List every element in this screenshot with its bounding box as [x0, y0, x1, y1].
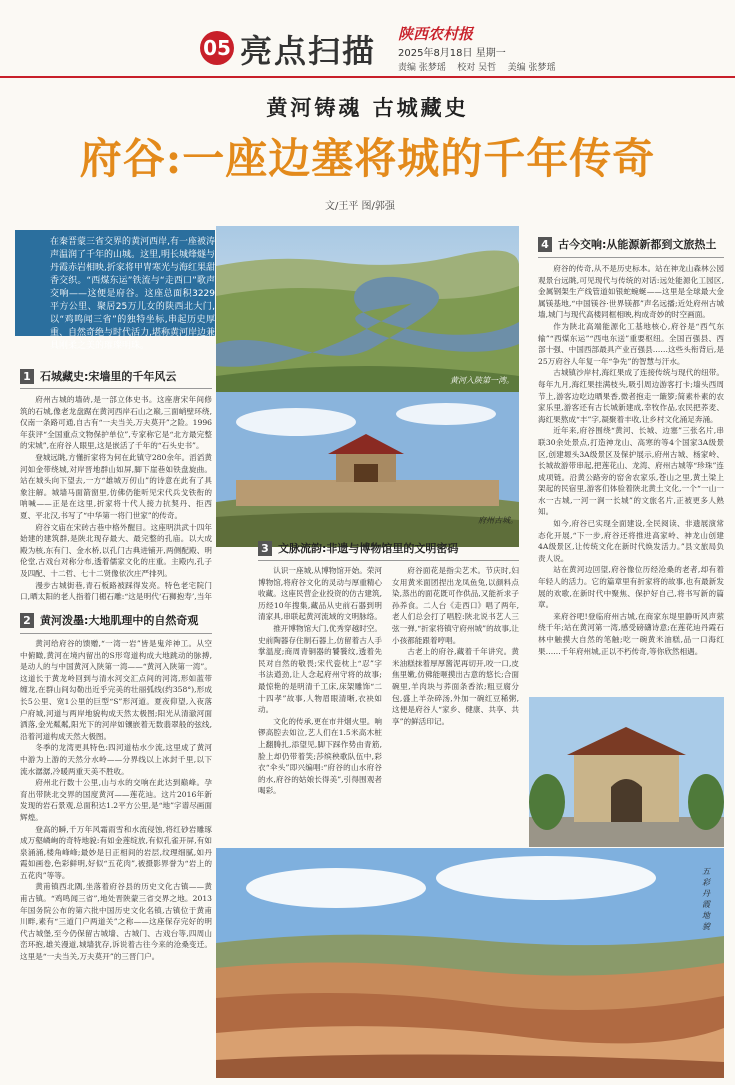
river-photo-caption: 黄河入陕第一湾。 — [450, 376, 514, 385]
publication-date: 2025年8月18日 星期一 — [398, 48, 506, 59]
paragraph: 黄河给府谷的馈赠,“一湾一岩”皆是鬼斧神工。从空中俯瞰,黄河在境内留出的S形弯道构成大地跳动的脉搏,是动人的与中国黄河入陕第一湾——“黄河入陕第一湾”。这道长于黄龙岭回到与清水河交汇点间的河湾,形如蓝带缠龙,在群山间勾勒出近乎完美的壮丽弧线(约358°),形成长5公里、宽1公里的巨型“S”形河道。夏夜仰望,入夜落户府城,河道与两岸地貌构成天然太极图;阳光从清澈河面洒落,金光粼粼,阳光下的河岸如镶嵌着无数翡翠般的弦线,沿着河道构成天然大极图。 — [20, 639, 212, 741]
paragraph: 登城远眺,方懂折家将为何在此镇守280余年。滔滔黄河如金带绕城,对岸晋地群山如屏,脚下崖巷如铁盘旋曲。站在城头向下望去,一方“雄城万仞山”的诗意在此有了具象注解。城墙马面箭窗里,仿佛仍能听见宋代兵戈铁衔的呐喊——正是在这里,折家将十代人接力抗契丹、拒西夏、平北汉,书写了“中华第一将门世家”的传奇。 — [20, 452, 212, 520]
section-title: 亮点扫描 — [240, 32, 377, 70]
paragraph: 冬季的龙湾更具特色:四河道枯水少流,这里成了黄河中游为上游的天然分水岭——分界线以上冰封千里,以下流水潺潺,冷暖两重天美不胜收。 — [20, 743, 212, 776]
paragraph: 府州古城的墙砖,是一部立体史书。这座唐宋年间修筑的石城,像老龙盘踞在黄河西岸石山之巅,三面峭壁环绕,仅南一条路可通,自古有“一夫当关,万夫莫开”之险。1996年获评“全国重点文物保护单位”,专家称它是“北方最完整的宋城”,在府谷人眼里,这是嵌活了千年的“石头史书”。 — [20, 395, 212, 451]
section-2-rule — [20, 633, 212, 634]
page-number: 05 — [200, 31, 234, 65]
fort-photo-caption: 府州古城。 — [478, 516, 518, 525]
newspaper-logo: 陕西农村报 — [398, 25, 474, 43]
river-bend-photo — [216, 226, 519, 392]
paragraph: 府谷文庙在宋砖古巷中格外醒目。这座明洪武十四年始建的建筑群,是陕北现存最大、最完整的孔庙。以大成殿为核,东有门、金水桥,以孔门古典进铺开,两侧配殿、明伦堂,古戏台对称分布,透着儒家文化的庄重。主殿内,孔子及四配、十二哲、七十二贤像依次庄严排列。 — [20, 522, 212, 578]
section-4-rule — [538, 257, 724, 258]
section-1-number: 1 — [20, 369, 34, 384]
paragraph: 作为陕北高端能源化工基地核心,府谷是“西气东输”“西煤东运”“西电东送”重要枢纽。全国百强县、西部十强、中国西部最具产业百强县……这些头衔背后,是25万府谷人年复一年“争先”的智慧与汗水。 — [538, 321, 724, 366]
paragraph: 文化的传承,更在市井烟火里。响锣高腔去如泣,艺人们在1.5米高木桩上翻腾扎,添望见,脚下踩作势由青筋,脸上却仍带着笑;莎缤秧歌队伍中,彩衣“伞头”即兴编唱:“府谷的山水府谷的水,府谷的姑娘长得美”,引得围观者喝彩。 — [258, 716, 382, 796]
section-1-heading — [20, 368, 176, 384]
section-3-rule — [258, 560, 519, 561]
paragraph: 府州北行数十公里,山与水的交响在此达到巅峰。孕育出带陕北交界的国度黄河——莲花辿。这片2016年新发现的岩石景观,总面积达1.2平方公里,是“地”字谱尽画面辉煌。 — [20, 778, 212, 822]
section-3-body-left — [258, 565, 382, 845]
section-2-body — [20, 638, 212, 1078]
section-4-heading — [538, 236, 716, 252]
section-1-title: 石城藏史:宋墙里的千年风云 — [40, 370, 177, 383]
section-3-body-right — [392, 565, 519, 845]
intro-text: 在秦晋蒙三省交界的黄河西岸,有一座被涛声温润了千年的山城。这里,明长城烽燧与丹霞赤岩相映,折家将甲胄寒光与海红果甜香交织。“西煤东运”铁流与“走西口”歌声交响——这便是府谷。这座总面积3229平方公里、聚居25万儿女的陕西北大门,以“鸡鸣闻三省”的独特坐标,串起历史厚重、自然奇绝与时代活力,堪称黄河岸边兼具刚柔之美的璀璨明珠。 — [50, 237, 215, 351]
kicker-headline: 黄河铸魂 古城藏史 — [266, 95, 469, 120]
byline: 文/王平 图/郭强 — [325, 201, 395, 212]
section-1-body — [20, 394, 212, 604]
section-4-title: 古今交响:从能源新都到文旅热土 — [558, 238, 717, 251]
section-2-number: 2 — [20, 613, 34, 628]
paragraph: 来府谷吧!登临府州古城,在商家东堤里静听风声萦绕千年;站在黄河第一湾,感受磅礴诗意;在莲花辿丹霞石林中触摸大自然的笔触;吃一碗黄米油糕,品一口海红果……千年府州城,正以不朽传奇,等你欣然相遇。 — [538, 611, 724, 656]
paragraph: 登高的瞬,千万年风霜雨雪和水流侵蚀,将红砂岩雕琢成万壑嶙峋的奇特地貌:有如金莲绽放,有似孔雀开屏,有如泉涌涌,楼角峰峰;最妙是日正相间的岩层,纹理细腻,如丹霞如画卷,色彩鲜明,好似“五花肉”,被摄影界誉为“岩上的五花肉”等等。 — [20, 824, 212, 880]
paragraph: 古城镇沙岸村,海红果成了连接传统与现代的纽带。每年九月,海红果挂满枝头,吸引周边游客打卡;墙头西周节上,游客边吃边晒果香,微者抱走一簸箩;简素朴素的农家乐里,游客还有古长城新建成,幸牧作品,农民把荞麦、海红果熬成“丰”字,凝聚着丰收,让乡村文化涌足奔涌。 — [538, 368, 724, 424]
section-3-title: 文脉流韵:非遗与博物馆里的文明密码 — [278, 542, 459, 555]
section-2-title: 黄河泼墨:大地肌理中的自然奇观 — [40, 614, 199, 627]
section-4-body — [538, 263, 724, 688]
paragraph: 认识一座城,从博物馆开始。荣河博物馆,将府谷文化的灵动与厚重精心收藏。这座民营企业投资的仿古建筑,历经10年搜集,藏品从史前石器到明清家具,串联起黄河流域的文明脉络。 — [258, 566, 382, 622]
section-3-heading — [258, 540, 458, 556]
section-3-number: 3 — [258, 541, 272, 556]
section-2-heading — [20, 612, 198, 628]
section-1-rule — [20, 388, 212, 389]
paragraph: 府谷面花是指尖艺术。节庆时,妇女用黄米面团捏出龙凤鱼兔,以颜料点染,蒸出的面花既可作供品,又能祈求子孙养食。二人台《走西口》唱了两年,老人们总会打了唱腔:陕北说书艺人三弦一弹,“折家将镇守府州城”的故事,让小孩都能跟着哼唱。 — [392, 566, 519, 645]
paragraph: 漫步古城街巷,青石板路被踩得发亮。特色老宅院门口,晒太阳的老人指着门楣石雕:“这是明代‘石狮抱寿’,当年 — [20, 580, 212, 602]
museum-arch-photo — [529, 697, 724, 847]
editor-credits: 责编 张梦瑶 校对 吴哲 美编 张梦瑶 — [398, 63, 556, 73]
paragraph: 近年来,府谷围绕“黄河、长城、边塞”三张名片,串联30余处景点,打造神龙山、高寒的等4个国家3A级景区,创建塬头3A级景区及保护展示,府州古城、杨家岭、长城故游带串起,把莲花山、龙湾、府州古城等“珍珠”连成项链。沿黄公路旁的窑舍农家乐,苍山之里,黄土梁上架起的民宿里,游客们体验着陕北黄土文化,一个“一山一水一古城,一河一涧一长城”的文旅名片,正被更多人熟知。 — [538, 426, 724, 517]
paragraph: 如今,府谷已实现全面建设,全民阅读、非遗展演常态化开展,“下一步,府谷还将推进高家岭、神龙山创建4A级景区,让传统文化在新时代焕发活力。”县文旅局负责人说。 — [538, 519, 724, 563]
article-title: 府谷:一座边塞将城的千年传奇 — [79, 134, 656, 183]
paragraph: 推开博物馆大门,优秀穿越时空。史前陶器存住制石器上,仿留着古人手掌温度;商周青铜器的饕餮纹,透着先民对自然的敬畏;宋代瓷枕上“忍”字书法遒劲,让人念起府州守将的故事;最惊艳的是明清千工床,床架雕饰“二十四孝”故事,人物眉眼清晰,衣袂如动。 — [258, 623, 382, 715]
paragraph: 站在黄河边回望,府谷像位历经沧桑的老者,却有着年轻人的活力。它的篇章里有折家将的故事,也有最新发展的欢歌,在新时代中聚焦、保护好自己,将书写新的篇章。 — [538, 565, 724, 610]
paragraph: 府谷的传奇,从不是历史标本。站在神龙山森林公园观景台远眺,可见现代与传统的对话:远处能源化工园区,金属钢架生产线管道如银蛇蜿蜒——这里是全球最大金属镁基地,“中国镁谷·世界镁都”声名远播;近处府州古城墙,城门与现代高楼同框相映,构成奇妙的时空画面。 — [538, 264, 724, 320]
danxia-canyon-photo — [216, 848, 724, 1078]
header-divider — [0, 76, 735, 78]
canyon-photo-caption: 五彩丹霞地貌 — [702, 867, 710, 931]
fort-photo — [216, 392, 519, 547]
paragraph: 古老上的府谷,藏着千年讲究。黄米油糕抹着厚厚酱泥再切开,咬一口,皮焦里嫩,仿佛能咂摸出古意的悠长;合面碗里,羊肉块与荞面条香浓;粗豆腐分包,盛上羊杂碎汤,外加一碗红豆稀粥,这便是府谷人“家乡、健康、共享、共享”的鲜活印记。 — [392, 647, 519, 726]
paragraph: 黄甫镇西北隅,坐落着府谷县的历史文化古镇——黄甫古镇。“鸡鸣闻三省”,地处晋陕蒙三省交界之地。2013年国务院公布的第六批中国历史文化名镇,古镇位于黄甫川畔,素有“三道门户两道关”之称——这座保存完好的明代古城堡,至今仍保留古城墙、古城门、古戏台等,四周山峦环抱,雄关漫道,城墙犹存,诉说着古往今来的沧桑变迁。这里是“一夫当关,万夫莫开”的三晋门户。 — [20, 882, 212, 962]
section-4-number: 4 — [538, 237, 552, 252]
